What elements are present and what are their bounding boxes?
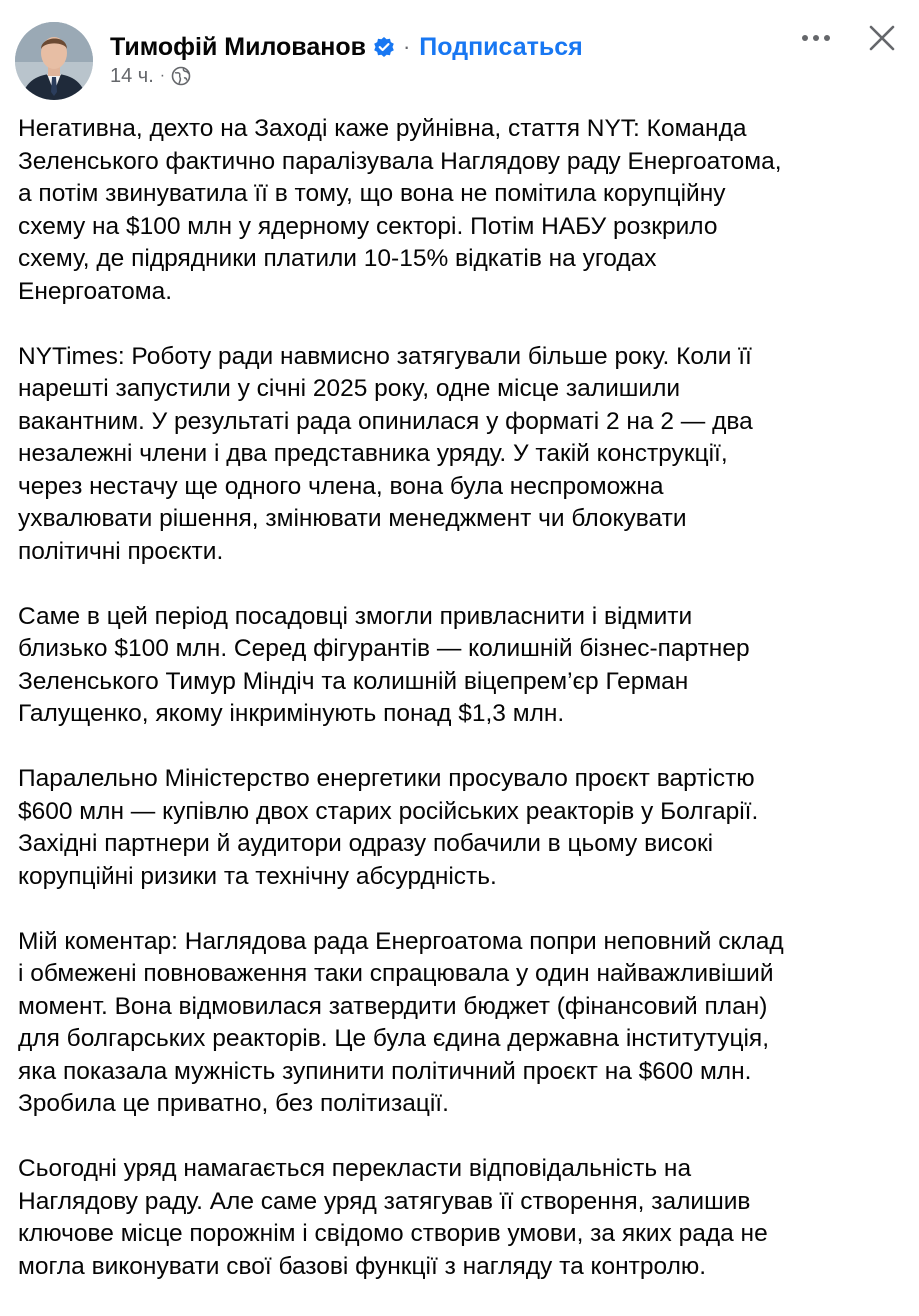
author-name[interactable]: Тимофій Милованов — [110, 32, 366, 61]
header-separator: · — [402, 34, 411, 59]
globe-icon[interactable] — [171, 66, 191, 86]
post-paragraph: Негативна, дехто на Заході каже руйнівна, стаття NYT: Команда Зеленського фактично паралізувала Наглядову раду Енергоатома, а потім звинуватила її в тому, що вона не помітила корупційну схему на $100 млн у ядерному секторі. Потім НАБУ розкрило схему, де підрядники платили 10-15% відкатів на угодах Енергоатома. — [18, 115, 782, 305]
meta-separator: · — [159, 67, 166, 84]
verified-badge-icon — [373, 36, 395, 58]
post-paragraph: Саме в цей період посадовці змогли привласнити і відмити близько $100 млн. Серед фігурантів — колишній бізнес-партнер Зеленського Тимур Міндіч та колишній віцепрем’єр Герман Галущенко, якому інкримінують понад $1,3 млн. — [18, 602, 750, 727]
post-meta — [110, 64, 191, 88]
post-header — [0, 0, 919, 110]
more-options-icon[interactable] — [798, 22, 834, 58]
post-paragraph: Паралельно Міністерство енергетики просувало проєкт вартістю $600 млн — купівлю двох старих російських реакторів у Болгарії. Західні партнери й аудитори одразу побачили в цьому високі корупційні ризики та технічну абсурдність. — [18, 765, 759, 890]
author-line — [110, 30, 583, 64]
post-paragraph: NYTimes: Роботу ради навмисно затягували більше року. Коли її нарешті запустили у січні 2025 року, одне місце залишили вакантним. У результаті рада опинилася у форматі 2 на 2 — два незалежні члени і два представника уряду. У такій конструкції, через нестачу ще одного члена, вона була неспроможна ухвалювати рішення, змінювати менеджмент чи блокувати політичні проєкти. — [18, 342, 753, 565]
post-timestamp[interactable]: 14 ч. — [110, 64, 154, 87]
post-paragraph: Мій коментар: Наглядова рада Енергоатома попри неповний склад і обмежені повноваження таки спрацювала у один найважливіший момент. Вона відмовилася затвердити бюджет (фінансовий план) для болгарських реакторів. Це була єдина державна інститутуція, яка показала мужність зупинити політичний проєкт на $600 млн. Зробила це приватно, без політизації. — [18, 927, 784, 1117]
close-icon[interactable] — [864, 22, 900, 58]
post-text — [18, 113, 908, 1316]
author-avatar[interactable] — [15, 22, 93, 100]
post-paragraph: Сьогодні уряд намагається перекласти відповідальність на Наглядову раду. Але саме уряд затягував її створення, залишив ключове місце порожнім і свідомо створив умови, за яких рада не могла виконувати свої базові функції з нагляду та контролю. — [18, 1155, 768, 1280]
subscribe-button[interactable]: Подписаться — [419, 32, 583, 61]
